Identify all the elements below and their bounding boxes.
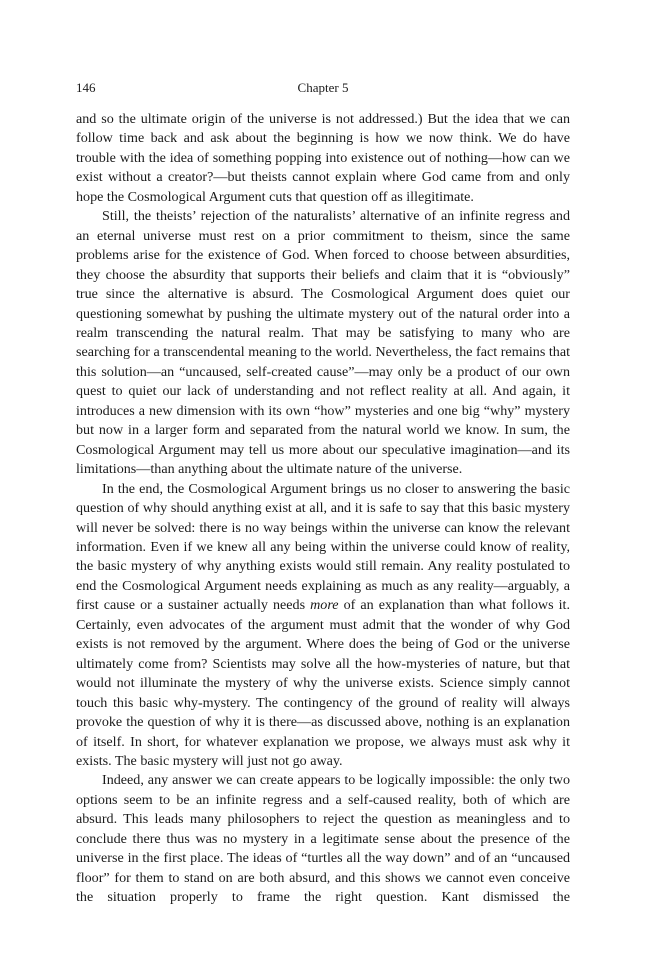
page-number: 146 xyxy=(76,80,96,95)
body-text xyxy=(76,110,570,908)
running-head xyxy=(76,79,570,97)
emphasis-text: more xyxy=(310,597,339,614)
paragraph: Indeed, any answer we can create appears to be logically impossible: the only two options seem to be an infinite regress and a self-caused reality, both of which are absurd. This leads many philosophers to reject the question as meaningless and to conclude there thus was no mystery in a legitimate sense about the presence of the universe in the first place. The ideas of “turtles all the way down” and of an “uncaused floor” for them to stand on are both absurd, and this shows we cannot even conceive the situation properly to frame the right question. Kant dismissed the xyxy=(76,772,570,906)
paragraph-text: of an explanation than what follows it. Certainly, even advocates of the argument must admit that the wonder of why God exists is not removed by the argument. Where does the being of God or the universe ultimately come from? Scientists may solve all the how-mysteries of nature, but that would not illuminate the mystery of why the universe exists. Science simply cannot touch this basic why-mystery. The contingency of the ground of reality will always provoke the question of why it is there—as discussed above, nothing is an explanation of itself. In short, for whatever explanation we propose, we always must ask why it exists. The basic mystery will just not go away. xyxy=(76,597,570,769)
paragraph: Still, the theists’ rejection of the naturalists’ alternative of an infinite regress and an eternal universe must rest on a prior commitment to theism, since the same problems arise for the existence of God. When forced to choose between absurdities, they choose the absurdity that supports their beliefs and claim that it is “obviously” true since the alternative is absurd. The Cosmological Argument does quiet our questioning somewhat by pushing the ultimate mystery out of the natural order into a realm transcending the natural realm. That may be satisfying to many who are searching for a transcendental meaning to the world. Nevertheless, the fact remains that this solution—an “uncaused, self-created cause”—may only be a product of our own quest to quiet our lack of understanding and not reflect reality at all. And again, it introduces a new dimension with its own “how” mysteries and one big “why” mystery but now in a larger form and separated from the natural world we know. In sum, the Cosmological Argument may tell us more about our speculative imagination—and its limitations—than anything about the ultimate nature of the universe. xyxy=(76,208,570,478)
paragraph xyxy=(76,480,570,772)
paragraph: and so the ultimate origin of the universe is not addressed.) But the idea that we can follow time back and ask about the beginning is how we now think. We do have trouble with the idea of something popping into existence out of nothing—how can we exist without a creator?—but theists cannot explain where God came from and only hope the Cosmological Argument cuts that question off as illegitimate. xyxy=(76,111,570,205)
chapter-title: Chapter 5 xyxy=(297,80,349,95)
paragraph-text: In the end, the Cosmological Argument brings us no closer to answering the basic question of why should anything exist at all, and it is safe to say that this basic mystery will never be solved: there is no way beings within the universe can know the relevant information. Even if we knew all any being within the universe could know of reality, the basic mystery of why anything exists would still remain. Any reality postulated to end the Cosmological Argument needs explaining as much as any reality—arguably, a first cause or a sustainer actually needs xyxy=(76,480,570,614)
